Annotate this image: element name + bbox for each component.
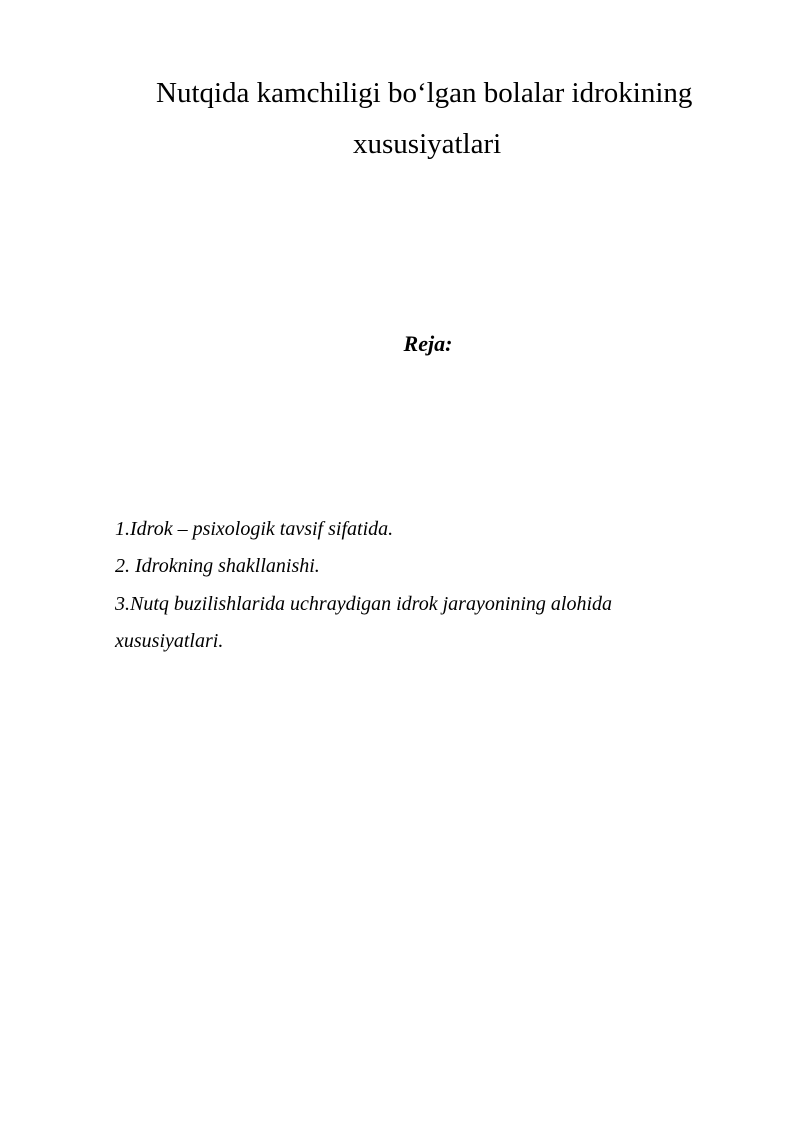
plan-item: 1.Idrok – psixologik tavsif sifatida. — [115, 518, 394, 540]
plan-item-continuation: xususiyatlari. — [115, 630, 224, 652]
plan-item: 3.Nutq buzilishlarida uchraydigan idrok jarayonining alohida — [115, 593, 613, 615]
document-title-line-2: xususiyatlari — [353, 128, 502, 160]
document-title-line-1: Nutqida kamchiligi bo‘lgan bolalar idrokining — [156, 77, 693, 109]
plan-heading: Reja: — [403, 331, 453, 356]
plan-item: 2. Idrokning shakllanishi. — [115, 555, 320, 577]
